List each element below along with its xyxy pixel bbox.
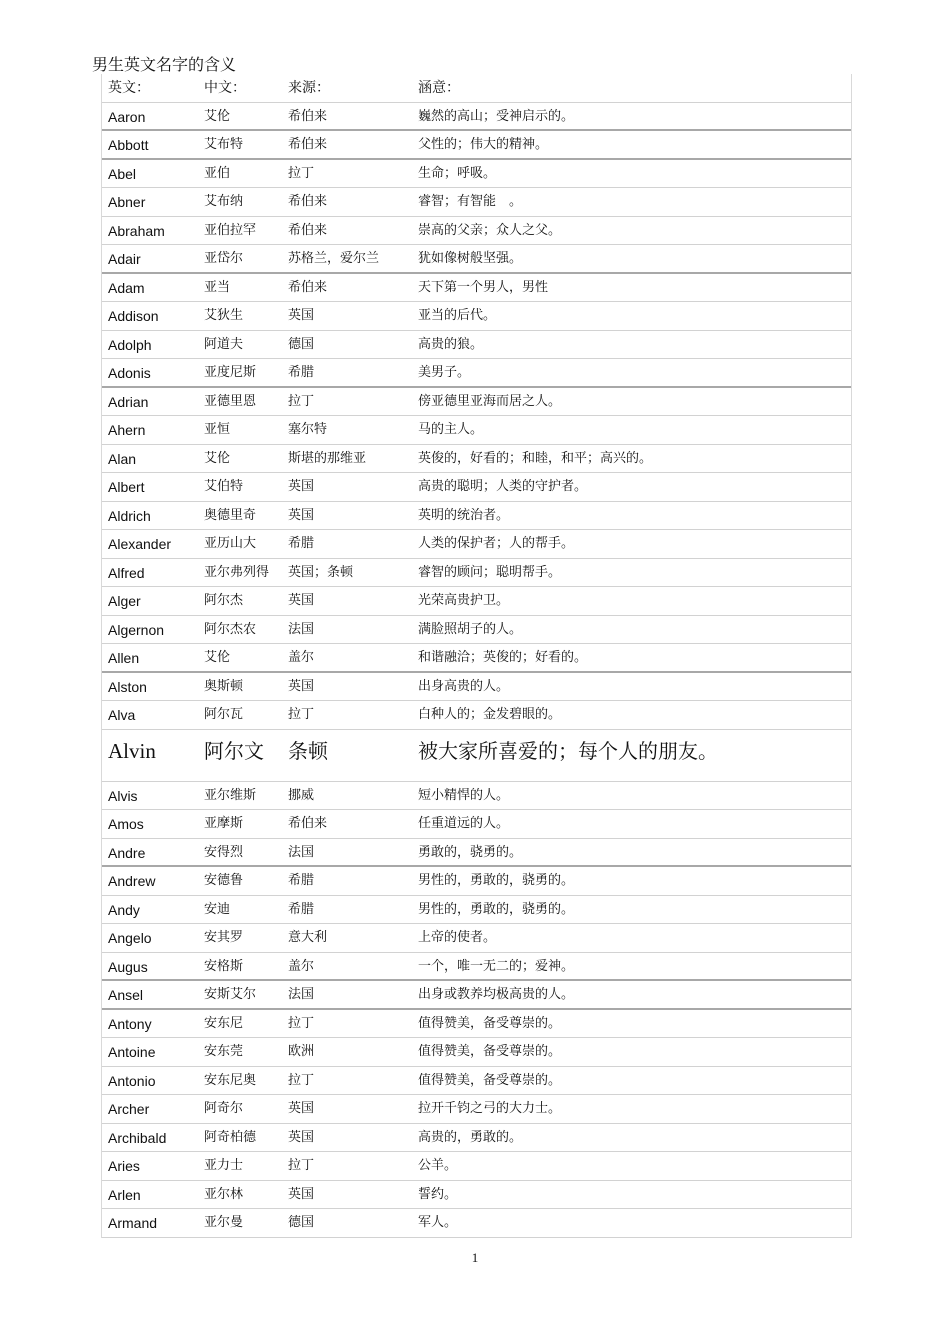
- origin-cell: 希伯来: [288, 816, 328, 831]
- english-name-cell: Antony: [108, 1015, 152, 1032]
- origin-cell: 英国: [288, 479, 315, 494]
- meaning-cell: 人类的保护者；人的帮手。: [418, 536, 575, 551]
- meaning-cell: 马的主人。: [418, 422, 484, 437]
- english-name-cell: Antonio: [108, 1072, 156, 1089]
- english-name-cell: Adair: [108, 251, 141, 267]
- origin-cell: 希伯来: [288, 108, 328, 124]
- chinese-name-cell: 阿尔瓦: [204, 707, 244, 722]
- table-row: [102, 1152, 851, 1181]
- meaning-cell: 高贵的聪明；人类的守护者。: [418, 479, 588, 494]
- meaning-cell: 高贵的狼。: [418, 336, 484, 352]
- table-row: [102, 896, 851, 925]
- english-name-cell: Abraham: [108, 222, 165, 239]
- meaning-cell: 睿智的顾问；聪明帮手。: [418, 564, 562, 580]
- chinese-name-cell: 安东莞: [204, 1044, 244, 1059]
- meaning-cell: 军人。: [418, 1215, 458, 1230]
- chinese-name-cell: 安格斯: [204, 958, 244, 974]
- meaning-cell: 誓约。: [418, 1186, 458, 1202]
- table-row: [102, 810, 851, 839]
- english-name-cell: Alfred: [108, 564, 145, 581]
- meaning-cell: 天下第一个男人，男性: [418, 279, 549, 295]
- table-row: [102, 1038, 851, 1067]
- chinese-name-cell: 艾狄生: [204, 308, 244, 323]
- chinese-name-cell: 亚岱尔: [204, 251, 244, 266]
- origin-cell: 英国: [288, 593, 315, 608]
- origin-cell: 英国: [288, 507, 315, 523]
- english-name-cell: Algernon: [108, 621, 165, 638]
- table-row: [102, 1124, 851, 1153]
- english-name-cell: Allen: [108, 650, 140, 666]
- meaning-cell: 男性的，勇敢的，骁勇的。: [418, 873, 575, 888]
- table-row: [102, 644, 851, 673]
- meaning-cell: 一个，唯一无二的；爱神。: [418, 958, 575, 974]
- english-name-cell: Adrian: [108, 393, 149, 410]
- origin-cell: 希伯来: [288, 222, 328, 238]
- origin-cell: 盖尔: [288, 958, 315, 974]
- english-name-cell: Alston: [108, 678, 147, 695]
- origin-cell: 斯堪的那维亚: [288, 450, 367, 466]
- meaning-cell: 光荣高贵护卫。: [418, 593, 510, 608]
- chinese-name-cell: 阿尔文: [204, 738, 264, 763]
- meaning-cell: 出身高贵的人。: [418, 678, 510, 694]
- origin-cell: 法国: [288, 844, 315, 860]
- table-row: [102, 924, 851, 953]
- english-name-cell: Andy: [108, 901, 140, 918]
- table-row: [102, 473, 851, 502]
- english-name-cell: Augus: [108, 958, 148, 975]
- origin-cell: 英国: [288, 678, 315, 694]
- table-row: [102, 616, 851, 645]
- origin-cell: 英国: [288, 308, 315, 323]
- chinese-name-cell: 安迪: [204, 901, 231, 917]
- origin-cell: 希腊: [288, 873, 315, 888]
- chinese-name-cell: 亚伯拉罕: [204, 222, 257, 238]
- table-row: [102, 530, 851, 559]
- origin-cell: 拉丁: [288, 1158, 315, 1173]
- english-name-cell: Angelo: [108, 930, 152, 946]
- table-row: [102, 1067, 851, 1096]
- meaning-cell: 被大家所喜爱的；每个人的朋友。: [418, 738, 718, 763]
- chinese-name-cell: 亚尔曼: [204, 1215, 244, 1230]
- meaning-cell: 亚当的后代。: [418, 308, 497, 323]
- chinese-name-cell: 艾伯特: [204, 479, 244, 494]
- meaning-cell: 值得赞美，备受尊崇的。: [418, 1044, 562, 1059]
- meaning-cell: 值得赞美，备受尊崇的。: [418, 1072, 562, 1088]
- page-number: 1: [471, 1250, 479, 1265]
- english-name-cell: Ansel: [108, 987, 144, 1003]
- header-meaning: 涵意：: [418, 80, 460, 96]
- english-name-cell: Andre: [108, 844, 146, 861]
- meaning-cell: 上帝的使者。: [418, 930, 497, 945]
- chinese-name-cell: 艾伦: [204, 108, 231, 124]
- chinese-name-cell: 阿奇柏德: [204, 1129, 257, 1145]
- chinese-name-cell: 阿尔杰: [204, 593, 244, 608]
- chinese-name-cell: 奥德里奇: [204, 507, 257, 523]
- chinese-name-cell: 阿道夫: [204, 336, 244, 352]
- chinese-name-cell: 亚当: [204, 279, 231, 295]
- table-row: [102, 160, 851, 189]
- chinese-name-cell: 奥斯顿: [204, 678, 244, 694]
- english-name-cell: Addison: [108, 308, 159, 324]
- meaning-cell: 和谐融洽；英俊的；好看的。: [418, 650, 588, 665]
- meaning-cell: 白种人的；金发碧眼的。: [418, 707, 562, 722]
- chinese-name-cell: 亚尔弗列得: [204, 564, 270, 580]
- names-table: [101, 74, 852, 1238]
- table-row: [102, 867, 851, 896]
- table-header-row: [102, 74, 851, 103]
- english-name-cell: Aries: [108, 1158, 140, 1174]
- table-row: [102, 730, 851, 782]
- english-name-cell: Alger: [108, 593, 141, 609]
- table-row: [102, 302, 851, 331]
- meaning-cell: 傍亚德里亚海而居之人。: [418, 393, 562, 409]
- table-row: [102, 217, 851, 246]
- chinese-name-cell: 安德鲁: [204, 873, 244, 888]
- origin-cell: 盖尔: [288, 650, 315, 665]
- english-name-cell: Antoine: [108, 1044, 156, 1060]
- origin-cell: 希腊: [288, 901, 315, 917]
- table-row: [102, 274, 851, 303]
- chinese-name-cell: 亚度尼斯: [204, 365, 257, 380]
- origin-cell: 希腊: [288, 365, 315, 380]
- origin-cell: 苏格兰，爱尔兰: [288, 251, 380, 266]
- chinese-name-cell: 亚尔林: [204, 1186, 244, 1202]
- origin-cell: 德国: [288, 1215, 315, 1230]
- chinese-name-cell: 亚伯: [204, 165, 231, 181]
- chinese-name-cell: 阿尔杰农: [204, 621, 257, 637]
- table-row: [102, 587, 851, 616]
- origin-cell: 希伯来: [288, 279, 328, 295]
- meaning-cell: 任重道远的人。: [418, 816, 510, 831]
- header-origin: 来源：: [288, 80, 330, 96]
- origin-cell: 拉丁: [288, 393, 315, 409]
- table-row: [102, 103, 851, 132]
- origin-cell: 德国: [288, 336, 315, 352]
- meaning-cell: 公羊。: [418, 1158, 458, 1173]
- meaning-cell: 英俊的，好看的；和睦，和平；高兴的。: [418, 450, 653, 466]
- english-name-cell: Archibald: [108, 1129, 167, 1146]
- english-name-cell: Alvis: [108, 787, 138, 804]
- chinese-name-cell: 阿奇尔: [204, 1101, 244, 1116]
- table-row: [102, 131, 851, 160]
- table-row: [102, 388, 851, 417]
- origin-cell: 挪威: [288, 787, 315, 803]
- table-row: [102, 1095, 851, 1124]
- english-name-cell: Albert: [108, 479, 145, 495]
- meaning-cell: 出身或教养均极高贵的人。: [418, 987, 575, 1002]
- meaning-cell: 巍然的高山；受神启示的。: [418, 108, 575, 124]
- meaning-cell: 拉开千钧之弓的大力士。: [418, 1101, 562, 1116]
- english-name-cell: Alexander: [108, 536, 172, 552]
- english-name-cell: Adolph: [108, 336, 152, 353]
- table-row: [102, 1010, 851, 1039]
- meaning-cell: 睿智；有智能 。: [418, 194, 523, 209]
- origin-cell: 拉丁: [288, 707, 315, 722]
- origin-cell: 英国；条顿: [288, 564, 354, 580]
- english-name-cell: Abel: [108, 165, 137, 182]
- origin-cell: 法国: [288, 621, 315, 637]
- table-row: [102, 359, 851, 388]
- table-row: [102, 782, 851, 811]
- meaning-cell: 父性的；伟大的精神。: [418, 137, 549, 152]
- origin-cell: 塞尔特: [288, 422, 328, 437]
- chinese-name-cell: 艾布特: [204, 137, 244, 152]
- table-row: [102, 1209, 851, 1238]
- meaning-cell: 犹如像树般坚强。: [418, 251, 523, 266]
- origin-cell: 希伯来: [288, 137, 328, 152]
- table-row: [102, 445, 851, 474]
- meaning-cell: 美男子。: [418, 365, 471, 380]
- table-row: [102, 331, 851, 360]
- english-name-cell: Alan: [108, 450, 137, 467]
- english-name-cell: Archer: [108, 1101, 150, 1117]
- meaning-cell: 男性的，勇敢的，骁勇的。: [418, 901, 575, 917]
- chinese-name-cell: 安东尼奥: [204, 1072, 257, 1088]
- chinese-name-cell: 安其罗: [204, 930, 244, 945]
- header-english: 英文：: [108, 80, 150, 96]
- table-row: [102, 188, 851, 217]
- english-name-cell: Abbott: [108, 137, 149, 153]
- origin-cell: 条顿: [288, 738, 328, 763]
- table-row: [102, 981, 851, 1010]
- table-row: [102, 839, 851, 868]
- english-name-cell: Aaron: [108, 108, 146, 125]
- chinese-name-cell: 亚德里恩: [204, 393, 257, 409]
- chinese-name-cell: 艾布纳: [204, 194, 244, 209]
- chinese-name-cell: 亚力士: [204, 1158, 244, 1173]
- meaning-cell: 崇高的父亲；众人之父。: [418, 222, 562, 238]
- english-name-cell: Armand: [108, 1215, 158, 1231]
- chinese-name-cell: 安得烈: [204, 844, 244, 860]
- origin-cell: 英国: [288, 1129, 315, 1145]
- english-name-cell: Alvin: [108, 738, 156, 763]
- chinese-name-cell: 安东尼: [204, 1015, 244, 1031]
- table-row: [102, 953, 851, 982]
- table-row: [102, 245, 851, 274]
- english-name-cell: Arlen: [108, 1186, 141, 1203]
- origin-cell: 英国: [288, 1186, 315, 1202]
- origin-cell: 希伯来: [288, 194, 328, 209]
- origin-cell: 拉丁: [288, 165, 315, 181]
- table-row: [102, 559, 851, 588]
- table-row: [102, 701, 851, 730]
- table-row: [102, 673, 851, 702]
- meaning-cell: 值得赞美，备受尊崇的。: [418, 1015, 562, 1031]
- english-name-cell: Adam: [108, 279, 145, 296]
- chinese-name-cell: 亚恒: [204, 422, 231, 437]
- origin-cell: 意大利: [288, 930, 328, 945]
- meaning-cell: 短小精悍的人。: [418, 787, 510, 803]
- english-name-cell: Andrew: [108, 873, 156, 889]
- table-row: [102, 502, 851, 531]
- origin-cell: 拉丁: [288, 1015, 315, 1031]
- origin-cell: 英国: [288, 1101, 315, 1116]
- chinese-name-cell: 安斯艾尔: [204, 987, 257, 1002]
- chinese-name-cell: 艾伦: [204, 650, 231, 665]
- chinese-name-cell: 艾伦: [204, 450, 231, 466]
- table-row: [102, 416, 851, 445]
- english-name-cell: Aldrich: [108, 507, 151, 524]
- origin-cell: 希腊: [288, 536, 315, 551]
- chinese-name-cell: 亚摩斯: [204, 816, 244, 831]
- meaning-cell: 勇敢的，骁勇的。: [418, 844, 523, 860]
- chinese-name-cell: 亚历山大: [204, 536, 257, 551]
- english-name-cell: Amos: [108, 816, 144, 832]
- english-name-cell: Adonis: [108, 365, 151, 381]
- origin-cell: 法国: [288, 987, 315, 1002]
- chinese-name-cell: 亚尔维斯: [204, 787, 257, 803]
- header-chinese: 中文：: [204, 80, 246, 96]
- english-name-cell: Alva: [108, 707, 136, 723]
- english-name-cell: Abner: [108, 194, 146, 210]
- page-title: 男生英文名字的含义: [92, 55, 237, 74]
- meaning-cell: 生命；呼吸。: [418, 165, 497, 181]
- meaning-cell: 满脸照胡子的人。: [418, 621, 523, 637]
- table-row: [102, 1181, 851, 1210]
- meaning-cell: 高贵的，勇敢的。: [418, 1129, 523, 1145]
- english-name-cell: Ahern: [108, 422, 146, 438]
- origin-cell: 欧洲: [288, 1044, 315, 1059]
- origin-cell: 拉丁: [288, 1072, 315, 1088]
- meaning-cell: 英明的统治者。: [418, 507, 510, 523]
